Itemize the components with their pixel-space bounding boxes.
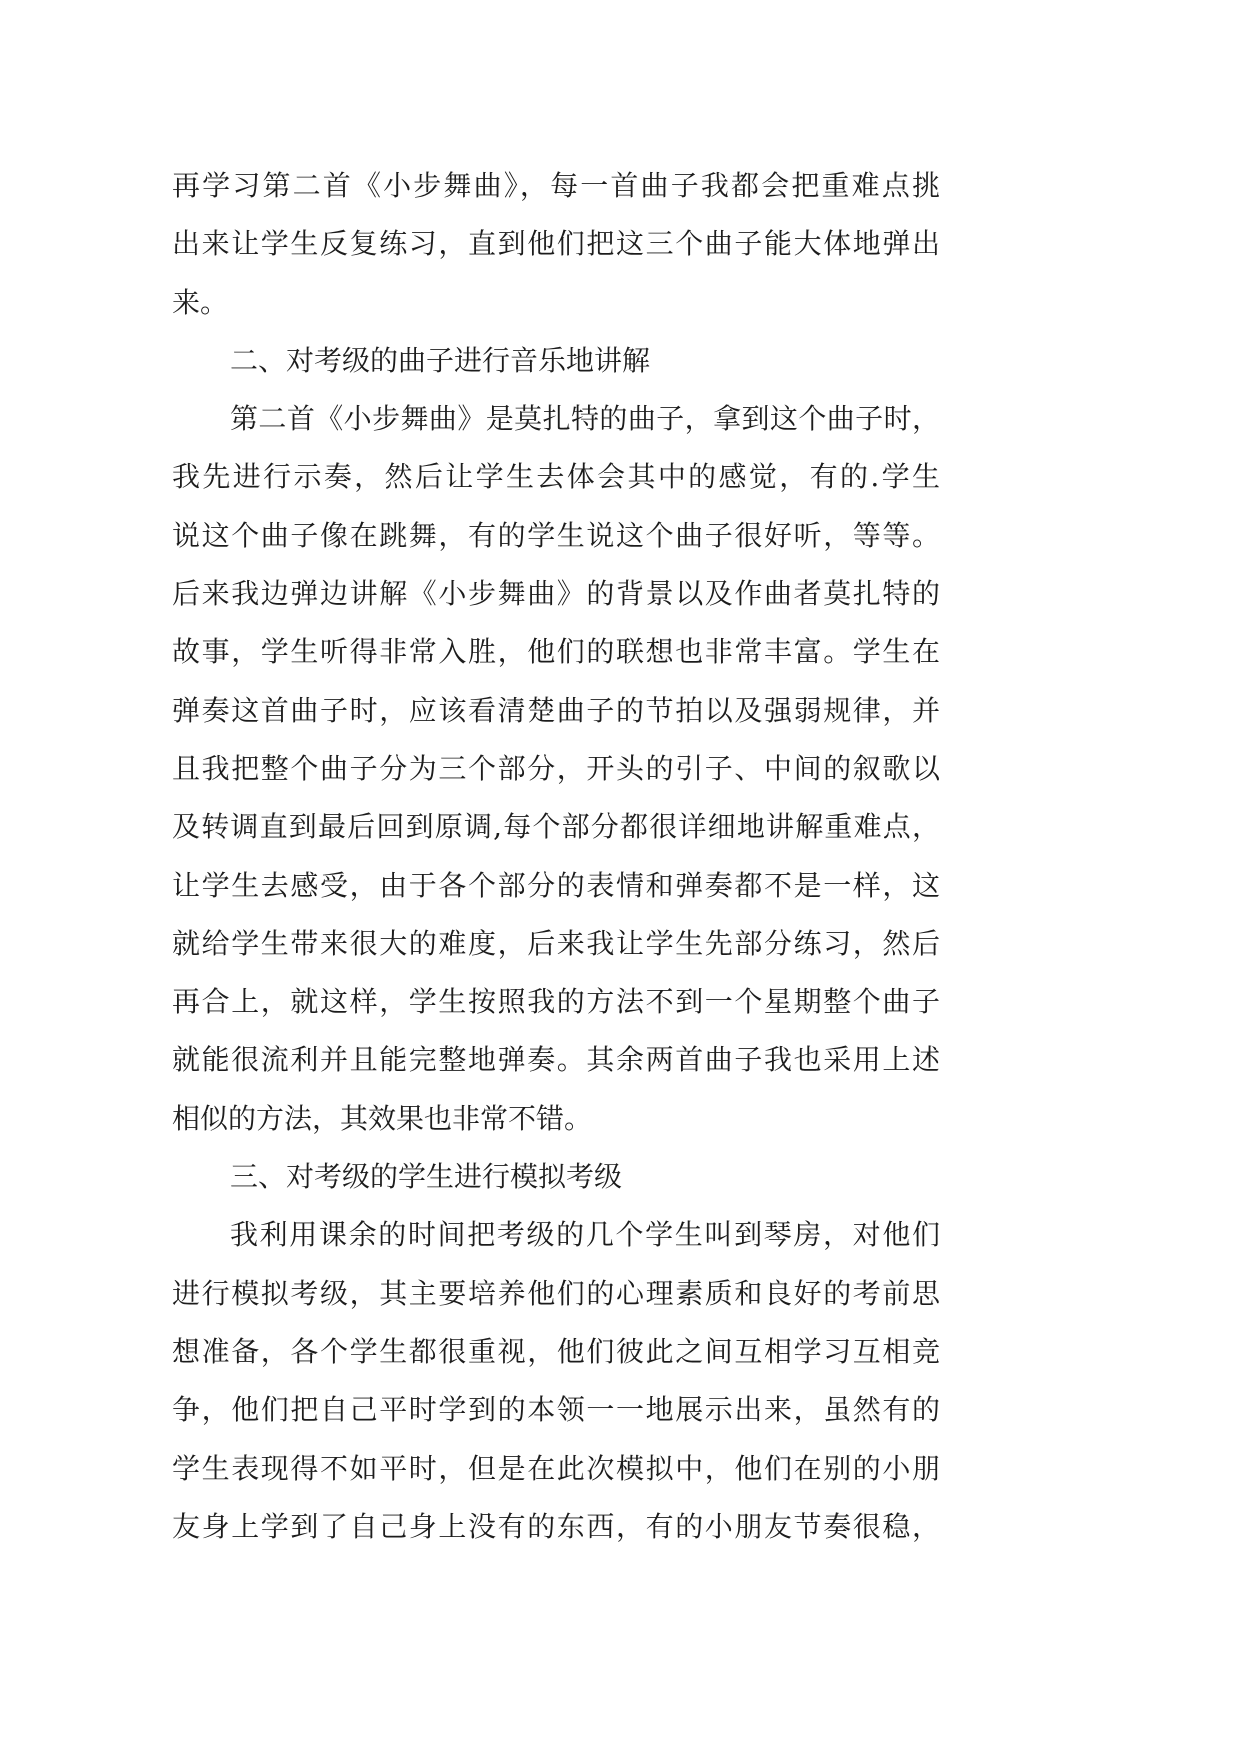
paragraph-line: 我利用课余的时间把考级的几个学生叫到琴房，对他们 [230, 1218, 940, 1252]
paragraph-section-2 [172, 390, 940, 1148]
paragraph-line: 再合上，就这样，学生按照我的方法不到一个星期整个曲子 [172, 985, 940, 1019]
paragraph-line: 想准备，各个学生都很重视，他们彼此之间互相学习互相竞 [172, 1334, 940, 1368]
paragraph-line: 友身上学到了自己身上没有的东西，有的小朋友节奏很稳， [172, 1509, 940, 1543]
paragraph-line: 来。 [172, 285, 229, 319]
paragraph-line: 就能很流利并且能完整地弹奏。其余两首曲子我也采用上述 [172, 1043, 940, 1077]
paragraph-line: 就给学生带来很大的难度，后来我让学生先部分练习，然后 [172, 926, 940, 960]
paragraph-section-3 [172, 1206, 940, 1556]
paragraph-line: 让学生去感受，由于各个部分的表情和弹奏都不是一样，这 [172, 868, 940, 902]
paragraph-line: 说这个曲子像在跳舞，有的学生说这个曲子很好听，等等。 [172, 518, 940, 552]
paragraph-line: 进行模拟考级，其主要培养他们的心理素质和良好的考前思 [172, 1276, 940, 1310]
paragraph-line: 弹奏这首曲子时，应该看清楚曲子的节拍以及强弱规律，并 [172, 693, 940, 727]
section-heading: 三、对考级的学生进行模拟考级 [230, 1160, 623, 1194]
paragraph-line: 学生表现得不如平时，但是在此次模拟中，他们在别的小朋 [172, 1451, 940, 1485]
paragraph-continuation [172, 157, 940, 332]
paragraph-line: 我先进行示奏，然后让学生去体会其中的感觉，有的.学生 [172, 460, 940, 494]
paragraph-line: 且我把整个曲子分为三个部分，开头的引子、中间的叙歌以 [172, 751, 940, 785]
paragraph-line: 后来我边弹边讲解《小步舞曲》的背景以及作曲者莫扎特的 [172, 577, 940, 611]
paragraph-line: 相似的方法，其效果也非常不错。 [172, 1101, 593, 1135]
paragraph-line: 及转调直到最后回到原调,每个部分都很详细地讲解重难点， [172, 810, 940, 844]
paragraph-line: 第二首《小步舞曲》是莫扎特的曲子，拿到这个曲子时， [230, 402, 940, 436]
paragraph-line: 故事，学生听得非常入胜，他们的联想也非常丰富。学生在 [172, 635, 940, 669]
paragraph-line: 出来让学生反复练习，直到他们把这三个曲子能大体地弹出 [172, 227, 940, 261]
body-text [172, 157, 940, 1556]
paragraph-line: 争，他们把自己平时学到的本领一一地展示出来，虽然有的 [172, 1393, 940, 1427]
paragraph-line: 再学习第二首《小步舞曲》，每一首曲子我都会把重难点挑 [172, 169, 940, 202]
section-heading: 二、对考级的曲子进行音乐地讲解 [230, 343, 651, 377]
